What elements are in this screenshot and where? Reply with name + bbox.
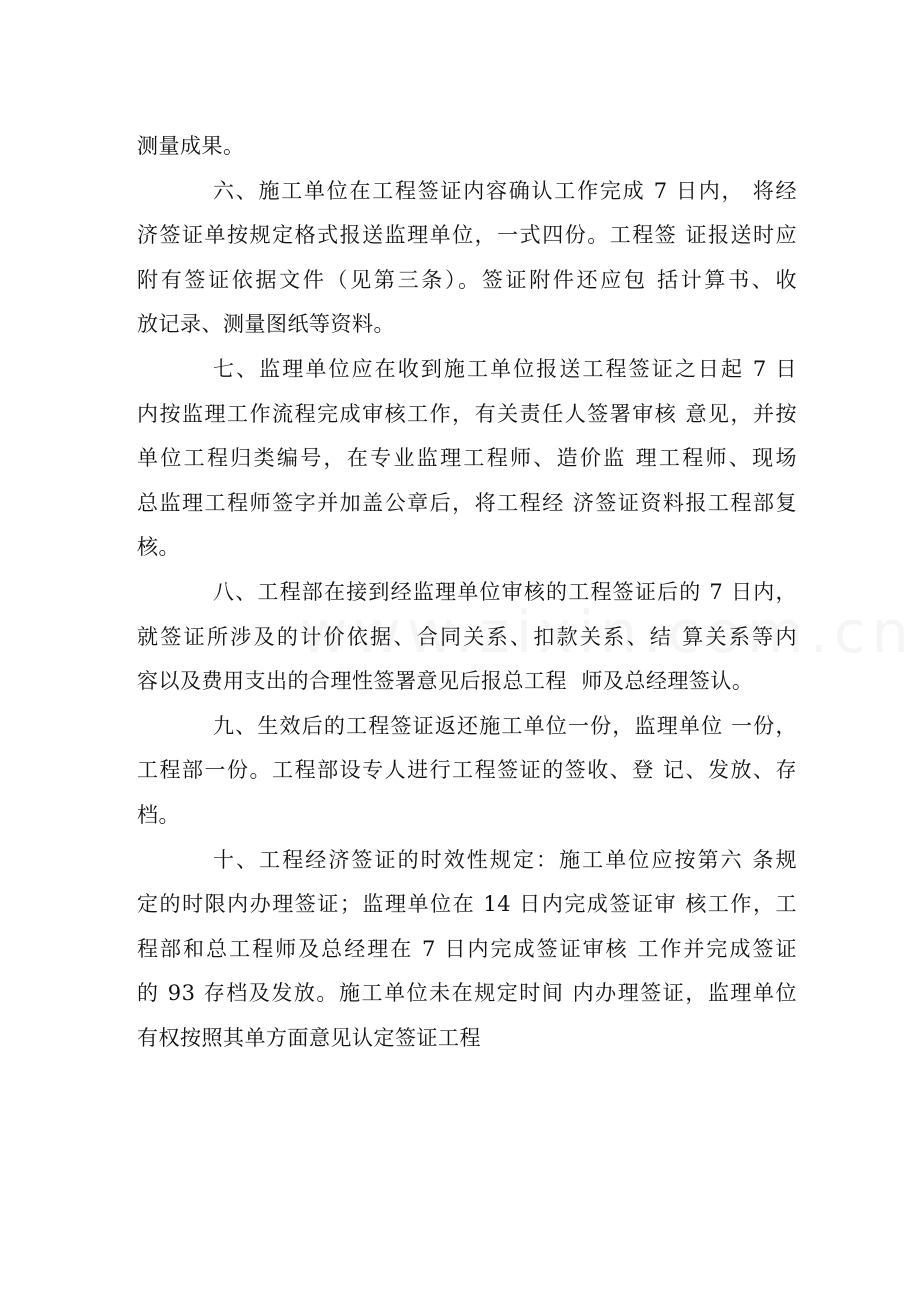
paragraph-line: 九、生效后的工程签证返还施工单位一份，监理单位 一份，: [213, 713, 797, 738]
paragraph-line: 档。: [137, 802, 180, 827]
paragraph-line: 定的时限内办理签证；监理单位在 14 日内完成签证审 核工作，工: [137, 892, 797, 917]
paragraph-line: 内按监理工作流程完成审核工作，有关责任人签署审核 意见，并按: [137, 401, 797, 426]
paragraph-line: 工程部一份。工程部设专人进行工程签证的签收、登 记、发放、存: [137, 758, 797, 783]
paragraph-line: 放记录、测量图纸等资料。: [137, 312, 395, 337]
paragraph-line: 八、工程部在接到经监理单位审核的工程签证后的 7 日内，: [213, 579, 797, 604]
paragraph-line: 七、监理单位应在收到施工单位报送工程签证之日起 7 日: [213, 356, 797, 381]
paragraph-line: 测量成果。: [137, 134, 245, 158]
paragraph-line: 就签证所涉及的计价依据、合同关系、扣款关系、结 算关系等内: [137, 624, 797, 649]
paragraph-line: 核。: [137, 535, 180, 560]
paragraph-line: 六、施工单位在工程签证内容确认工作完成 7 日内， 将经: [213, 178, 797, 203]
paragraph-line: 济签证单按规定格式报送监理单位，一式四份。工程签 证报送时应: [137, 223, 797, 248]
paragraph-line: 十、工程经济签证的时效性规定：施工单位应按第六 条规: [213, 847, 797, 872]
paragraph-line: 单位工程归类编号，在专业监理工程师、造价监 理工程师、现场: [137, 446, 797, 471]
document-body: [137, 124, 797, 1060]
paragraph-line: 有权按照其单方面意见认定签证工程: [137, 1025, 481, 1050]
paragraph-line: 总监理工程师签字并加盖公章后，将工程经 济签证资料报工程部复: [137, 490, 797, 515]
paragraph-line: 程部和总工程师及总经理在 7 日内完成签证审核 工作并完成签证: [137, 936, 797, 961]
paragraph-line: 的 93 存档及发放。施工单位未在规定时间 内办理签证，监理单位: [137, 981, 797, 1006]
paragraph-line: 容以及费用支出的合理性签署意见后报总工程 师及总经理签认。: [137, 669, 754, 694]
paragraph-line: 附有签证依据文件（见第三条）。签证附件还应包 括计算书、收: [137, 267, 797, 292]
